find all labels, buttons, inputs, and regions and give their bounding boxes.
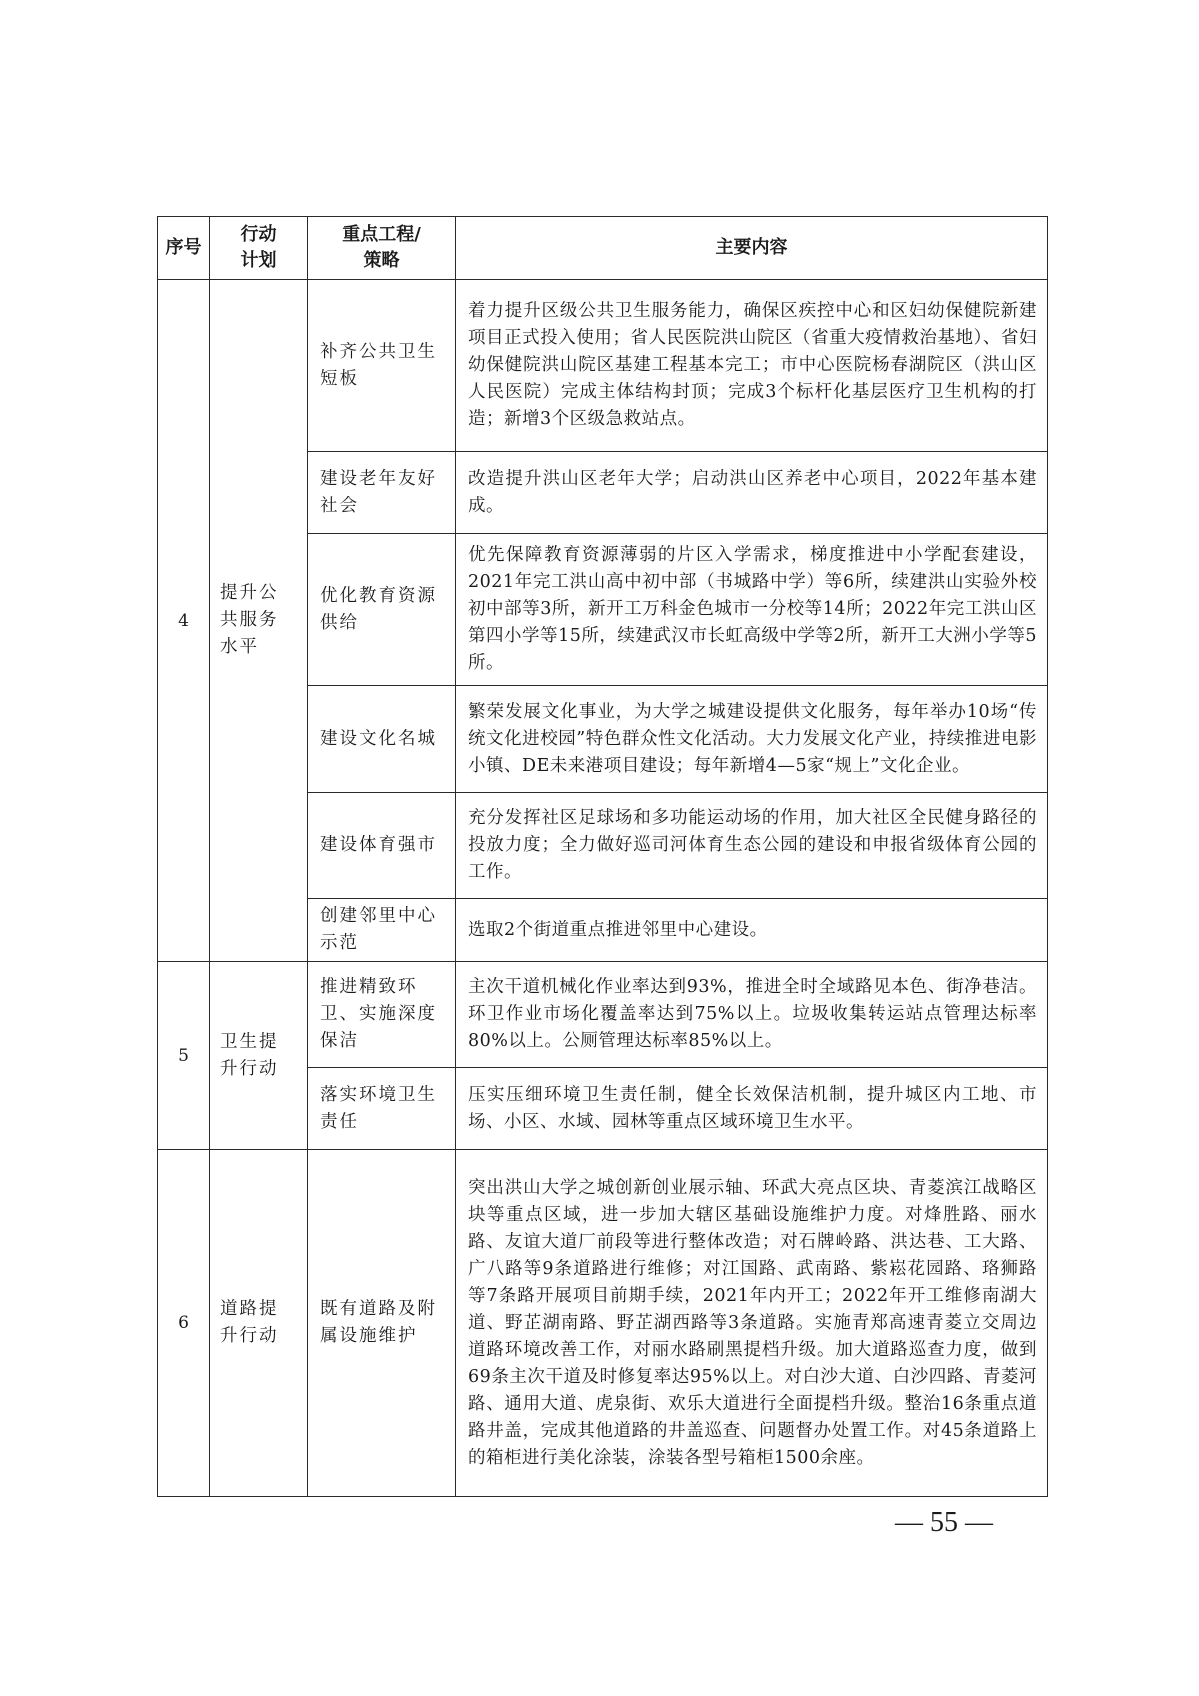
header-plan-line1: 行动 xyxy=(240,224,277,245)
seq-cell: 4 xyxy=(158,280,210,962)
table-row xyxy=(158,962,1048,1068)
content-cell: 压实压细环境卫生责任制，健全长效保洁机制，提升城区内工地、市场、小区、水域、园林等重点区域环境卫生水平。 xyxy=(456,1068,1048,1150)
planning-table xyxy=(157,216,1048,1497)
project-cell: 补齐公共卫生短板 xyxy=(308,280,456,452)
project-cell: 优化教育资源供给 xyxy=(308,534,456,686)
header-project-line1: 重点工程/ xyxy=(342,224,421,245)
plan-cell: 提升公共服务水平 xyxy=(210,280,308,962)
project-cell: 建设老年友好社会 xyxy=(308,452,456,534)
header-project-line2: 策略 xyxy=(363,250,400,271)
plan-cell: 卫生提升行动 xyxy=(210,962,308,1150)
project-cell: 建设体育强市 xyxy=(308,793,456,899)
page-number: — 55 — xyxy=(895,1507,993,1538)
project-cell: 创建邻里中心示范 xyxy=(308,899,456,962)
content-cell: 着力提升区级公共卫生服务能力，确保区疾控中心和区妇幼保健院新建项目正式投入使用；省人民医院洪山院区（省重大疫情救治基地）、省妇幼保健院洪山院区基建工程基本完工；市中心医院杨春湖院区（洪山区人民医院）完成主体结构封顶；完成3个标杆化基层医疗卫生机构的打造；新增3个区级急救站点。 xyxy=(456,280,1048,452)
project-cell: 落实环境卫生责任 xyxy=(308,1068,456,1150)
header-plan xyxy=(210,217,308,280)
header-plan-line2: 计划 xyxy=(240,250,277,271)
header-project xyxy=(308,217,456,280)
seq-cell: 6 xyxy=(158,1150,210,1497)
project-cell: 既有道路及附属设施维护 xyxy=(308,1150,456,1497)
content-cell: 主次干道机械化作业率达到93%，推进全时全域路见本色、街净巷洁。环卫作业市场化覆盖率达到75%以上。垃圾收集转运站点管理达标率80%以上。公厕管理达标率85%以上。 xyxy=(456,962,1048,1068)
content-cell: 繁荣发展文化事业，为大学之城建设提供文化服务，每年举办10场“传统文化进校园”特色群众性文化活动。大力发展文化产业，持续推进电影小镇、DE未来港项目建设；每年新增4—5家“规上”文化企业。 xyxy=(456,686,1048,793)
content-cell: 选取2个街道重点推进邻里中心建设。 xyxy=(456,899,1048,962)
plan-cell: 道路提升行动 xyxy=(210,1150,308,1497)
table-row xyxy=(158,1150,1048,1497)
seq-cell: 5 xyxy=(158,962,210,1150)
header-seq: 序号 xyxy=(158,217,210,280)
content-cell: 充分发挥社区足球场和多功能运动场的作用，加大社区全民健身路径的投放力度；全力做好巡司河体育生态公园的建设和申报省级体育公园的工作。 xyxy=(456,793,1048,899)
content-cell: 改造提升洪山区老年大学；启动洪山区养老中心项目，2022年基本建成。 xyxy=(456,452,1048,534)
table-header-row xyxy=(158,217,1048,280)
content-cell: 突出洪山大学之城创新创业展示轴、环武大亮点区块、青菱滨江战略区块等重点区域，进一步加大辖区基础设施维护力度。对烽胜路、丽水路、友谊大道厂前段等进行整体改造；对石牌岭路、洪达巷、工大路、广八路等9条道路进行维修；对江国路、武南路、紫崧花园路、珞狮路等7条路开展项目前期手续，2021年内开工；2022年开工维修南湖大道、野芷湖南路、野芷湖西路等3条道路。实施青郑高速青菱立交周边道路环境改善工作，对丽水路刷黑提档升级。加大道路巡查力度，做到69条主次干道及时修复率达95%以上。对白沙大道、白沙四路、青菱河路、通用大道、虎泉街、欢乐大道进行全面提档升级。整治16条重点道路井盖，完成其他道路的井盖巡查、问题督办处置工作。对45条道路上的箱柜进行美化涂装，涂装各型号箱柜1500余座。 xyxy=(456,1150,1048,1497)
header-content: 主要内容 xyxy=(456,217,1048,280)
project-cell: 建设文化名城 xyxy=(308,686,456,793)
project-cell: 推进精致环卫、实施深度保洁 xyxy=(308,962,456,1068)
content-cell: 优先保障教育资源薄弱的片区入学需求，梯度推进中小学配套建设，2021年完工洪山高中初中部（书城路中学）等6所，续建洪山实验外校初中部等3所，新开工万科金色城市一分校等14所；2022年完工洪山区第四小学等15所，续建武汉市长虹高级中学等2所，新开工大洲小学等5所。 xyxy=(456,534,1048,686)
table-row xyxy=(158,280,1048,452)
